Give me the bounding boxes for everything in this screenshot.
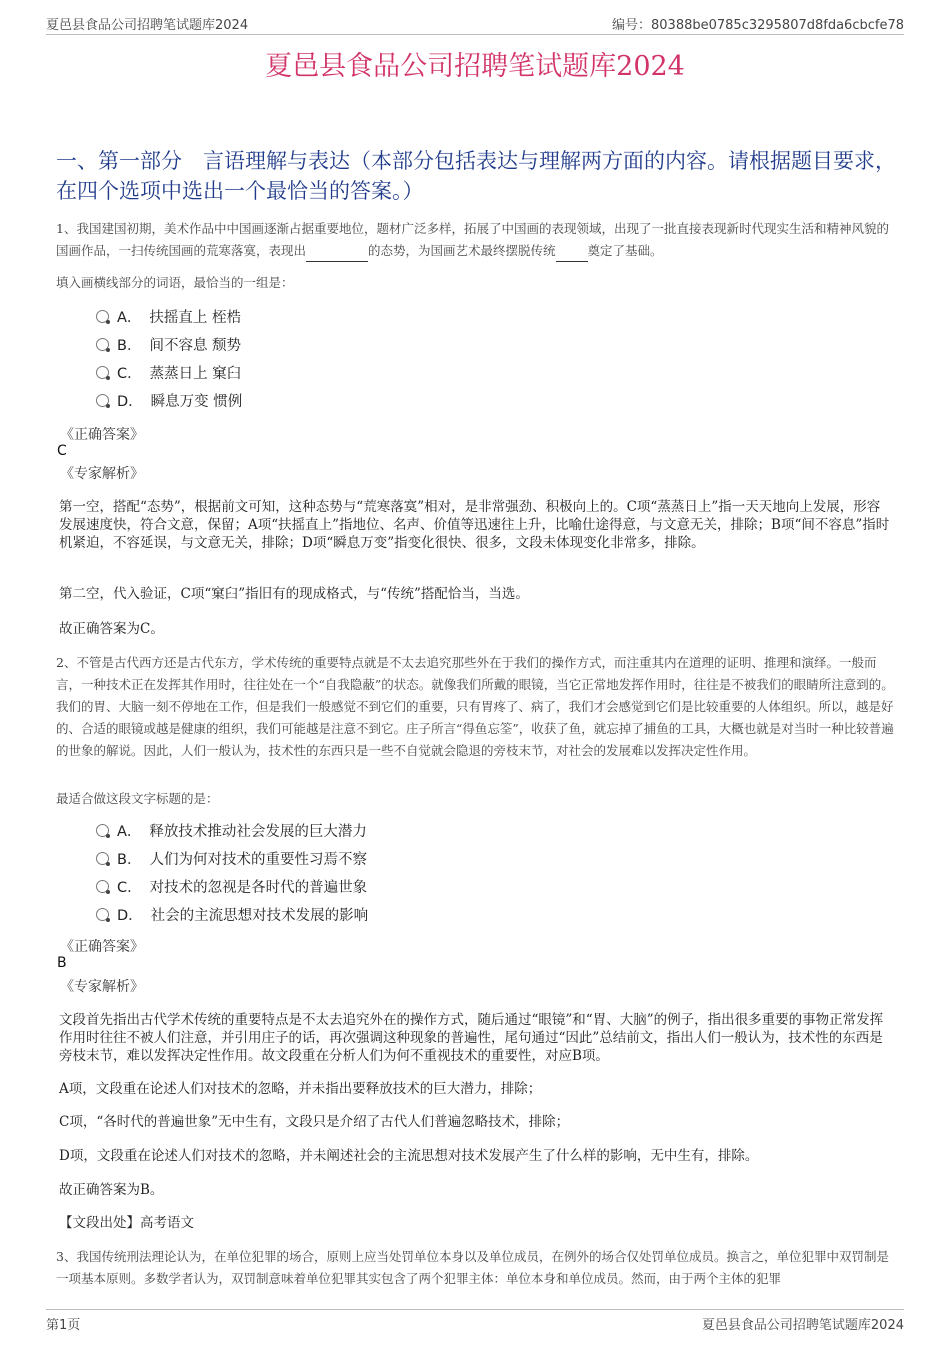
radio-icon[interactable] bbox=[96, 852, 109, 865]
question-2-prompt: 最适合做这段文字标题的是： bbox=[56, 791, 219, 806]
radio-icon[interactable] bbox=[96, 824, 109, 837]
radio-icon[interactable] bbox=[96, 338, 109, 351]
q1-option-d[interactable]: D． 瞬息万变 惯例 bbox=[96, 390, 242, 414]
q2-source: 【文段出处】高考语文 bbox=[59, 1215, 194, 1231]
radio-icon[interactable] bbox=[96, 880, 109, 893]
correct-answer-label: 《正确答案》 bbox=[60, 427, 144, 443]
footer-divider bbox=[46, 1309, 904, 1310]
q1-answer: C bbox=[57, 443, 67, 459]
radio-icon[interactable] bbox=[96, 394, 109, 407]
q1-analysis-p1: 第一空，搭配“态势”，根据前文可知，这种态势与“荒寒落寞”相对，是非常强劲、积极向上的。C项“蒸蒸日上”指一天天地向上发展，形容发展速度快，符合文意，保留；A项“扶摇直上”指地位、名声、价值等迅速往上升，比喻仕途得意，与文意无关，排除；B项“间不容息”指时机紧迫，不容延误，与文意无关，排除；D项“瞬息万变”指变化很快、很多，文段未体现变化非常多，排除。 bbox=[59, 499, 890, 551]
header-divider bbox=[46, 34, 904, 35]
correct-answer-label: 《正确答案》 bbox=[60, 939, 144, 955]
q2-analysis-p5: 故正确答案为B。 bbox=[59, 1182, 164, 1198]
q2-analysis-p3: C项，“各时代的普遍世象”无中生有，文段只是介绍了古代人们普遍忽略技术，排除； bbox=[59, 1114, 570, 1130]
blank-2 bbox=[556, 261, 588, 262]
page-title: 夏邑县食品公司招聘笔试题库2024 bbox=[265, 51, 685, 82]
question-1-prompt: 填入画横线部分的词语，最恰当的一组是： bbox=[56, 275, 294, 290]
radio-icon[interactable] bbox=[96, 310, 109, 323]
question-1-text: 1、我国建国初期，美术作品中中国画逐渐占据重要地位，题材广泛多样，拓展了中国画的表现领域，出现了一批直接表现新时代现实生活和精神风貌的国画作品，一扫传统国画的荒寒落寞，表现出 的态势，为国画艺术最终摆脱传统 奠定了基础。 bbox=[56, 218, 896, 262]
radio-icon[interactable] bbox=[96, 908, 109, 921]
header-doc-title: 夏邑县食品公司招聘笔试题库2024 bbox=[46, 18, 249, 33]
q1-option-b[interactable]: B． 间不容息 颓势 bbox=[96, 334, 241, 358]
section-heading: 一、第一部分 言语理解与表达（本部分包括表达与理解两方面的内容。请根据题目要求，在四个选项中选出一个最恰当的答案。） bbox=[56, 149, 896, 203]
q1-option-c[interactable]: C． 蒸蒸日上 窠臼 bbox=[96, 362, 241, 386]
q2-analysis-p1: 文段首先指出古代学术传统的重要特点是不太去追究外在的操作方式，随后通过“眼镜”和“胃、大脑”的例子，指出很多重要的事物正常发挥作用时往往不被人们注意，并引用庄子的话，再次强调这种现象的普遍性，尾句通过“因此”总结前文，指出人们一般认为，技术性的东西是旁枝末节，难以发挥决定性作用。故文段重在分析人们为何不重视技术的重要性，对应B项。 bbox=[59, 1012, 884, 1064]
q1-option-a[interactable]: A． 扶摇直上 桎梏 bbox=[96, 306, 241, 330]
q2-analysis-p2: A项，文段重在论述人们对技术的忽略，并未指出要释放技术的巨大潜力，排除； bbox=[59, 1081, 542, 1097]
page-header bbox=[46, 14, 904, 32]
header-doc-id: 编号：80388be0785c3295807d8fda6cbcfe78 bbox=[612, 18, 904, 33]
q2-analysis-p4: D项，文段重在论述人们对技术的忽略，并未阐述社会的主流思想对技术发展产生了什么样的影响，无中生有，排除。 bbox=[59, 1148, 759, 1164]
q1-analysis-p3: 故正确答案为C。 bbox=[59, 621, 164, 637]
footer-doc-title: 夏邑县食品公司招聘笔试题库2024 bbox=[701, 1318, 904, 1333]
q2-option-c[interactable]: C． 对技术的忽视是各时代的普遍世象 bbox=[96, 876, 367, 900]
q2-option-b[interactable]: B． 人们为何对技术的重要性习焉不察 bbox=[96, 848, 367, 872]
q2-answer: B bbox=[57, 955, 67, 971]
q1-analysis-p2: 第二空，代入验证，C项“窠臼”指旧有的现成格式，与“传统”搭配恰当，当选。 bbox=[59, 586, 529, 602]
blank-1 bbox=[306, 261, 368, 262]
expert-analysis-label: 《专家解析》 bbox=[60, 979, 144, 995]
q2-option-a[interactable]: A． 释放技术推动社会发展的巨大潜力 bbox=[96, 820, 367, 844]
radio-icon[interactable] bbox=[96, 366, 109, 379]
q2-option-d[interactable]: D． 社会的主流思想对技术发展的影响 bbox=[96, 904, 368, 928]
question-2-text: 2、不管是古代西方还是古代东方，学术传统的重要特点就是不太去追究那些外在于我们的操作方式，而注重其内在道理的证明、推理和演绎。一般而言，一种技术正在发挥其作用时，往往处在一个“自我隐蔽”的状态。就像我们所戴的眼镜，当它正常地发挥作用时，往往是不被我们的眼睛所注意到的。我们的胃、大脑一刻不停地在工作，但是我们一般感觉不到它们的重要，只有胃疼了、病了，我们才会感觉到它们是比较重要的人体组织。所以，越是好的、合适的眼镜或越是健康的组织，我们可能越是注意不到它。庄子所言“得鱼忘筌”，收获了鱼，就忘掉了捕鱼的工具，大概也就是对当时一种比较普遍的世象的解说。因此，人们一般认为，技术性的东西只是一些不自觉就会隐退的旁枝末节，对社会的发展难以发挥决定性作用。 bbox=[56, 655, 894, 758]
page-number: 第1页 bbox=[46, 1318, 81, 1333]
question-3-text: 3、我国传统刑法理论认为，在单位犯罪的场合，原则上应当处罚单位本身以及单位成员，在例外的场合仅处罚单位成员。换言之，单位犯罪中双罚制是一项基本原则。多数学者认为，双罚制意味着单位犯罪其实包含了两个犯罪主体：单位本身和单位成员。然而，由于两个主体的犯罪 bbox=[56, 1249, 889, 1286]
expert-analysis-label: 《专家解析》 bbox=[60, 466, 144, 482]
